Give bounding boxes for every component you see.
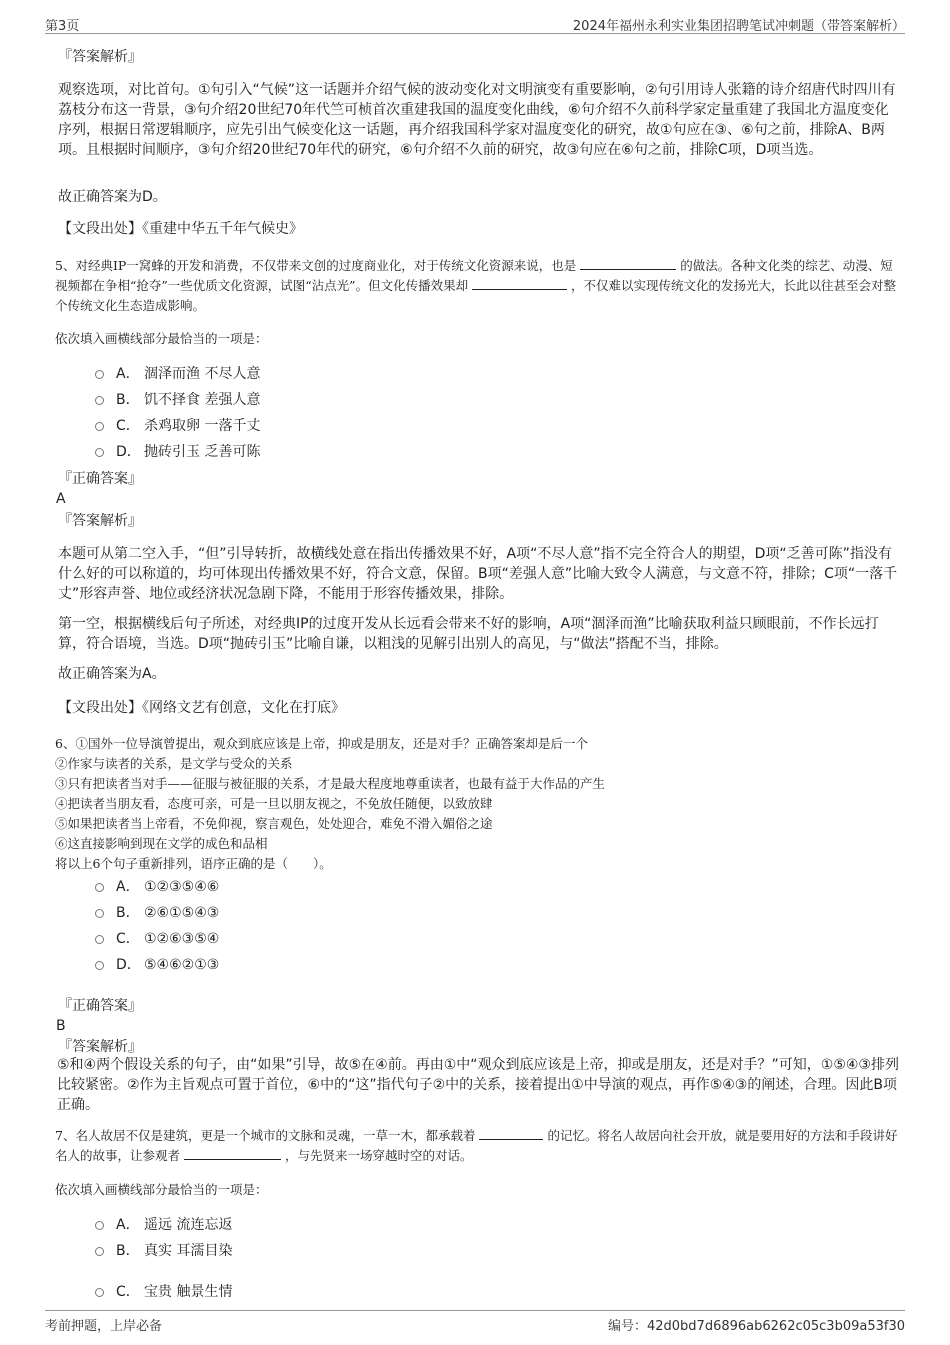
q5-correct-answer: A xyxy=(56,491,66,507)
option-label: B． xyxy=(116,392,140,408)
option-text: 宝贵 触景生情 xyxy=(144,1284,233,1300)
radio-icon[interactable] xyxy=(95,396,104,405)
q5-option-a[interactable] xyxy=(95,363,260,385)
option-label: B． xyxy=(116,1243,140,1259)
radio-icon[interactable] xyxy=(95,909,104,918)
q6-option-b[interactable] xyxy=(95,902,219,924)
q5-option-c[interactable] xyxy=(95,415,260,437)
option-label: D． xyxy=(116,444,141,460)
q7-stem-part-c: ，与先贤来一场穿越时空的对话。 xyxy=(284,1148,473,1163)
option-text: ①②⑥③⑤④ xyxy=(144,931,220,947)
q5-stem-part-c: ，不仅难以实现传统文化的发扬光大，长此以往甚至会对整个传统文化生态造成影响。 xyxy=(55,278,897,313)
radio-icon[interactable] xyxy=(95,448,104,457)
option-text: 饥不择食 差强人意 xyxy=(144,392,261,408)
option-label: C． xyxy=(116,1284,140,1300)
q5-stem xyxy=(55,256,905,316)
q5-conclusion: 故正确答案为A。 xyxy=(58,666,166,682)
option-label: A． xyxy=(116,1217,140,1233)
q6-option-a[interactable] xyxy=(95,876,219,898)
q5-blank-2 xyxy=(472,276,567,290)
q6-line-1: 6、①国外一位导演曾提出，观众到底应该是上帝，抑或是朋友，还是对手？正确答案却是后一个 xyxy=(55,736,588,751)
q6-line-4: ④把读者当朋友看，态度可亲，可是一旦以朋友视之，不免放任随便，以致放肆 xyxy=(55,796,493,811)
q5-analysis-label: 『答案解析』 xyxy=(58,513,142,529)
q6-line-2: ②作家与读者的关系，是文学与受众的关系 xyxy=(55,756,293,771)
option-label: C． xyxy=(116,418,140,434)
q4-conclusion: 故正确答案为D。 xyxy=(58,189,167,205)
q7-prompt: 依次填入画横线部分最恰当的一项是： xyxy=(55,1182,268,1197)
option-text: 真实 耳濡目染 xyxy=(144,1243,233,1259)
radio-icon[interactable] xyxy=(95,1288,104,1297)
q7-option-c[interactable] xyxy=(95,1281,232,1303)
option-label: B． xyxy=(116,905,140,921)
q6-analysis-label: 『答案解析』 xyxy=(58,1039,142,1055)
q7-stem-part-b: 的记忆。将名人故居向社会开放，就是要用好的方法和手段讲好名人的故事，让参观者 xyxy=(55,1128,898,1163)
option-text: 抛砖引玉 乏善可陈 xyxy=(144,444,261,460)
option-label: C． xyxy=(116,931,140,947)
q6-correct-answer: B xyxy=(56,1018,66,1034)
option-text: ⑤④⑥②①③ xyxy=(144,957,220,973)
q6-analysis: ⑤和④两个假设关系的句子，由“如果”引导，故⑤在④前。再由①中“观众到底应该是上帝，抑或是朋友，还是对手？”可知，①⑤④③排列比较紧密。②作为主旨观点可置于首位，⑥中的“这”指代句子②中的关系，接着提出①中导演的观点，再作⑤④③的阐述，合理。因此B项正确。 xyxy=(57,1057,899,1113)
radio-icon[interactable] xyxy=(95,1247,104,1256)
option-text: ②⑥①⑤④③ xyxy=(144,905,220,921)
q5-correct-label: 『正确答案』 xyxy=(58,471,142,487)
q6-line-6: ⑥这直接影响到现在文学的成色和品相 xyxy=(55,836,268,851)
radio-icon[interactable] xyxy=(95,422,104,431)
option-text: 涸泽而渔 不尽人意 xyxy=(144,366,261,382)
q4-analysis-label: 『答案解析』 xyxy=(58,49,142,65)
q6-option-d[interactable] xyxy=(95,954,219,976)
footer-code-value: 42d0bd7d6896ab6262c05c3b09a53f30 xyxy=(646,1319,905,1334)
document-title: 2024年福州永利实业集团招聘笔试冲刺题（带答案解析） xyxy=(572,19,905,34)
q7-stem-part-a: 7、名人故居不仅是建筑，更是一个城市的文脉和灵魂，一草一木，都承载着 xyxy=(55,1128,476,1143)
q6-line-5: ⑤如果把读者当上帝看，不免仰视，察言观色，处处迎合，难免不滑入媚俗之途 xyxy=(55,816,493,831)
q5-source: 【文段出处】《网络文艺有创意，文化在打底》 xyxy=(58,700,345,716)
q5-blank-1 xyxy=(580,256,676,270)
q7-option-a[interactable] xyxy=(95,1214,232,1236)
q6-prompt: 将以上6个句子重新排列，语序正确的是（ ）。 xyxy=(55,856,332,871)
q7-blank-2 xyxy=(184,1146,281,1160)
q5-analysis-2: 第一空，根据横线后句子所述，对经典IP的过度开发从长远看会带来不好的影响，A项“涸泽而渔”比喻获取利益只顾眼前，不作长远打算，符合语境，当选。D项“抛砖引玉”比喻自谦，以粗浅的见解引出别人的高见，与“做法”搭配不当，排除。 xyxy=(58,616,879,652)
option-label: D． xyxy=(116,957,141,973)
q5-stem-part-b: 的做法。各种文化类的综艺、动漫、短视频都在争相“抢夺”一些优质文化资源，试图“沾点光”。但文化传播效果却 xyxy=(55,258,893,293)
option-text: ①②③⑤④⑥ xyxy=(144,879,220,895)
q5-analysis-1: 本题可从第二空入手，“但”引导转折，故横线处意在指出传播效果不好，A项“不尽人意”指不完全符合人的期望，D项“乏善可陈”指没有什么好的可以称道的，均可体现出传播效果不好，符合文意，保留。B项“差强人意”比喻大致令人满意，与文意不符，排除；C项“一落千丈”形容声誉、地位或经济状况急剧下降，不能用于形容传播效果，排除。 xyxy=(58,546,898,602)
q6-correct-label: 『正确答案』 xyxy=(58,998,142,1014)
option-label: A． xyxy=(116,879,140,895)
radio-icon[interactable] xyxy=(95,883,104,892)
q5-stem-part-a: 5、对经典IP一窝蜂的开发和消费，不仅带来文创的过度商业化，对于传统文化资源来说，也是 xyxy=(55,258,577,273)
q6-line-3: ③只有把读者当对手——征服与被征服的关系，才是最大程度地尊重读者，也最有益于大作品的产生 xyxy=(55,776,606,791)
radio-icon[interactable] xyxy=(95,1221,104,1230)
footer-slogan: 考前押题，上岸必备 xyxy=(45,1319,163,1334)
radio-icon[interactable] xyxy=(95,370,104,379)
q4-analysis-text: 观察选项，对比首句。①句引入“气候”这一话题并介绍气候的波动变化对文明演变有重要影响，②句引用诗人张籍的诗介绍唐代时四川有荔枝分布这一背景，③句介绍20世纪70年代竺可桢首次重建我国的温度变化曲线，⑥句介绍不久前科学家定量重建了我国北方温度变化序列，根据日常逻辑顺序，应先引出气候变化这一话题，再介绍我国科学家对温度变化的研究，故①句应在③、⑥句之前，排除A、B两项。且根据时间顺序，③句介绍20世纪70年代的研究，⑥句介绍不久前的研究，故③句应在⑥句之前，排除C项，D项当选。 xyxy=(58,82,896,158)
radio-icon[interactable] xyxy=(95,935,104,944)
option-text: 杀鸡取卵 一落千丈 xyxy=(144,418,261,434)
radio-icon[interactable] xyxy=(95,961,104,970)
page-number: 第3页 xyxy=(45,19,80,34)
footer-code-label: 编号： xyxy=(607,1319,647,1334)
header-divider xyxy=(45,33,905,34)
footer-divider xyxy=(45,1310,905,1311)
q5-option-b[interactable] xyxy=(95,389,260,411)
q7-stem xyxy=(55,1126,905,1166)
q5-prompt: 依次填入画横线部分最恰当的一项是： xyxy=(55,331,268,346)
q5-option-d[interactable] xyxy=(95,441,260,463)
option-label: A． xyxy=(116,366,140,382)
option-text: 遥远 流连忘返 xyxy=(144,1217,233,1233)
q7-option-b[interactable] xyxy=(95,1240,232,1262)
q6-option-c[interactable] xyxy=(95,928,219,950)
footer-code xyxy=(608,1315,905,1334)
q7-blank-1 xyxy=(479,1126,543,1140)
q4-source: 【文段出处】《重建中华五千年气候史》 xyxy=(58,221,303,237)
